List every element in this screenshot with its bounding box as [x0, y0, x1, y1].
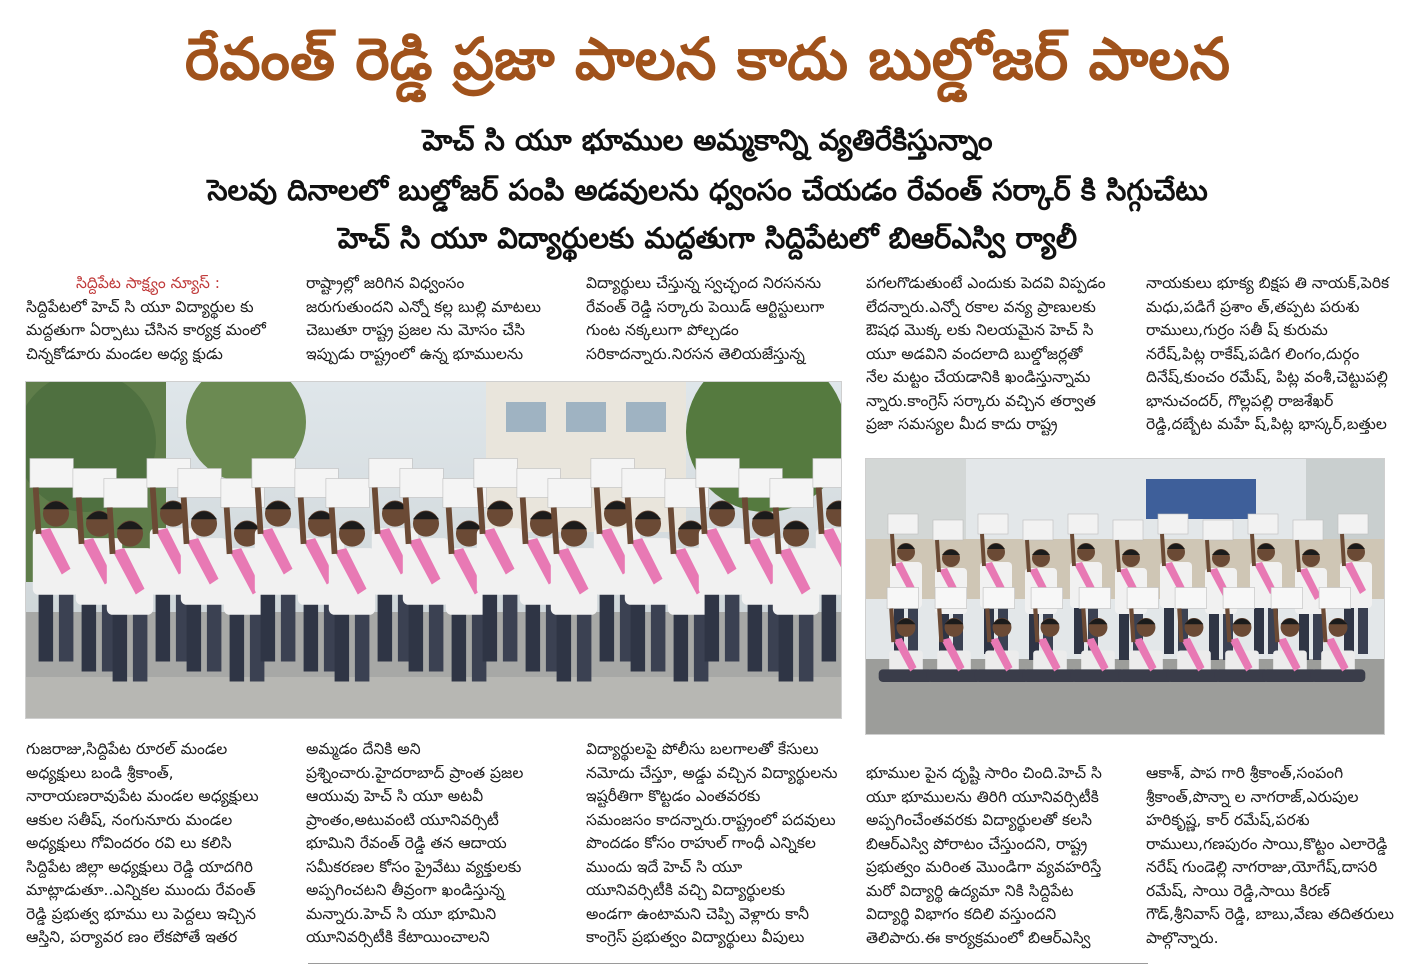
text-line: ప్రభుత్వం మరింత మొండిగా వ్యవహరిస్తే: [866, 858, 1102, 876]
column-bottom-5: [1146, 762, 1408, 952]
column-bottom-3: [586, 738, 851, 953]
text-line: అధ్యక్షులు గోవిందరం రవి లు కలిసి: [26, 834, 232, 852]
text-line: చిన్నకోడూరు మండల అధ్య క్షుడు: [26, 344, 223, 363]
text-line: యూనివర్సిటీకి కేటాయించాలని: [306, 928, 490, 946]
subhead-3: హెచ్ సి యూ విద్యార్థులకు మద్దతుగా సిద్దిపేటలో బిఆర్ఎస్వి ర్యాలీ: [337, 221, 1078, 255]
text-line: మాట్లాడుతూ..ఎన్నికల ముందు రేవంత్: [26, 881, 256, 899]
column-bottom-2: [306, 738, 571, 953]
text-line: విద్యార్థులు చేస్తున్న స్వచ్ఛంద నిరసనను: [586, 274, 822, 292]
text-line: గుజరాజు,సిద్దిపేట రూరల్ మండల: [26, 740, 228, 758]
text-line: అప్పగించటని తీవ్రంగా ఖండిస్తున్న: [306, 881, 505, 899]
text-line: రాములు,గుర్రం సతీ ష్ కురుమ: [1146, 321, 1328, 339]
text-line: యూ అడవిని వందలాది బుల్డోజర్లతో: [866, 344, 1083, 363]
text-line: సిద్దిపేట జిల్లా అధ్యక్షులు రెడ్డి యాదగిరి: [26, 857, 253, 876]
text-line: భూమిని రేవంత్ రెడ్డి తన ఆదాయ: [306, 834, 507, 852]
text-line: నరేష్,పిట్ల రాకేష్,పడిగ లింగం,దుర్గం: [1146, 344, 1360, 363]
text-line: ఔషధ మొక్క లకు నిలయమైన హెచ్ సి: [866, 321, 1094, 339]
text-line: భానుచందర్, గొల్లపల్లి రాజశేఖర్: [1146, 391, 1334, 410]
text-line: రాములు,గణపురం సాయి,కొట్టం ఎలారెడ్డి: [1146, 834, 1388, 853]
column-bottom-4: [866, 762, 1136, 952]
text-line: న్నారు.కాంగ్రెస్ సర్కారు వచ్చిన తర్వాత: [866, 391, 1096, 410]
text-line: అమ్మడం దేనికి అని: [306, 740, 421, 758]
column-top-1: [26, 272, 286, 372]
headline: రేవంత్ రెడ్డి ప్రజా పాలన కాదు బుల్డోజర్ పాలన: [184, 25, 1231, 93]
text-line: అండగా ఉంటామని చెప్పి వెళ్లారు కానీ: [586, 904, 809, 923]
text-line: మద్దతుగా ఏర్పాటు చేసిన కార్యక్ర మంలో: [26, 321, 266, 339]
subhead-2: సెలవు దినాలలో బుల్డోజర్ పంపి అడవులను ధ్వంసం చేయడం రేవంత్ సర్కార్ కి సిగ్గుచేటు: [207, 173, 1208, 207]
text-line: విద్యార్థి విభాగం కదిలి వస్తుందని: [866, 905, 1057, 923]
column-bottom-1: [26, 738, 291, 953]
text-line: రెడ్డి ప్రభుత్వ భూము లు పెద్దలు ఇచ్చిన: [26, 904, 256, 923]
text-line: గుంట నక్కలుగా పోల్చడం: [586, 321, 739, 339]
text-line: అధ్యక్షులు బండి శ్రీకాంత్,: [26, 763, 174, 782]
text-line: మధు,పడిగే ప్రశాం త్,తప్పట పరుశు: [1146, 297, 1360, 316]
text-line: ఇప్పుడు రాష్ట్రంలో ఉన్న భూములను: [306, 344, 524, 363]
column-top-2: [306, 272, 571, 372]
text-line: చెబుతూ రాష్ట్ర ప్రజల ను మోసం చేసి: [306, 321, 526, 339]
text-line: మరో విద్యార్థి ఉద్యమా నికి సిద్దిపేట: [866, 881, 1074, 900]
text-line: కాంగ్రెస్ ప్రభుత్వం విద్యార్థులు వీపులు: [586, 928, 805, 946]
text-line: ప్రాంతం,అటువంటి యూనివర్సిటీ: [306, 810, 499, 829]
text-line: ఆస్తిని, పర్యావర ణం లేకపోతే ఇతర: [26, 928, 238, 946]
text-line: విద్యార్థులపై పోలీసు బలగాలతో కేసులు: [586, 740, 819, 758]
text-line: పాల్గొన్నారు.: [1146, 928, 1219, 947]
text-line: జరుగుతుందని ఎన్నో కల్ల బుల్లి మాటలు: [306, 297, 542, 316]
text-line: భూముల పైన దృష్టి సారిం చింది.హెచ్ సి: [866, 764, 1102, 782]
text-line: పగలగొడుతుంటే ఎందుకు పెదవి విప్పడం: [866, 274, 1106, 292]
text-line: యూనివర్సిటీకి వచ్చి విద్యార్థులకు: [586, 881, 786, 899]
text-line: లేదన్నారు.ఎన్నో రకాల వన్య ప్రాణులకు: [866, 297, 1096, 316]
dateline: సిద్దిపేట సాక్ష్యం న్యూస్ :: [76, 274, 220, 292]
column-top-4: [866, 272, 1136, 442]
text-line: నేల మట్టం చేయడానికి ఖండిస్తున్నామ: [866, 368, 1091, 386]
text-line: హరికృష్ణ, కార్ రమేష్,పరశు: [1146, 811, 1310, 829]
text-line: ఆకాశ్, పాప గారి శ్రీకాంత్,సంపంగి: [1146, 764, 1344, 782]
text-line: తెలిపారు.ఈ కార్యక్రమంలో బిఆర్ఎస్వి: [866, 928, 1091, 947]
column-top-3: [586, 272, 851, 372]
subhead-1: హెచ్ సి యూ భూముల అమ్మకాన్ని వ్యతిరేకిస్తున్నాం: [422, 123, 993, 157]
text-line: నాయకులు భూక్య బిక్షప తి నాయక్,పెరిక: [1146, 274, 1390, 292]
text-line: దినేష్,కుంచం రమేష్, పిట్ల వంశీ,చెట్టుపల్లి: [1146, 368, 1388, 386]
text-line: రెడ్డి,దబ్బేట మహే ష్,పిట్ల భాస్కర్,బత్తుల: [1146, 415, 1387, 433]
text-line: సరికాదన్నారు.నిరసన తెలియజేస్తున్న: [586, 344, 805, 363]
text-line: ముందు ఇదే హెచ్ సి యూ: [586, 857, 743, 876]
text-line: ప్రజా సమస్యల మీద కాదు రాష్ట్ర: [866, 415, 1058, 433]
text-line: గౌడ్,శ్రీనివాస్ రెడ్డి, బాబు,వేణు తదితరులు: [1146, 905, 1394, 923]
text-line: నరేష్ గుండెల్లి నాగరాజు,యోగేష్,దాసరి: [1146, 858, 1378, 876]
text-line: నారాయణరావుపేట మండల అధ్యక్షులు: [26, 787, 259, 805]
text-line: అప్పగించేంతవరకు విద్యార్థులతో కలసి: [866, 811, 1093, 829]
text-line: రాష్ట్రాల్లో జరిగిన విధ్వంసం: [306, 274, 465, 292]
text-line: ఆయువు హెచ్ సి యూ అటవీ: [306, 787, 484, 805]
rally-photo: [25, 381, 842, 719]
text-line: ప్రశ్నించారు.హైదరాబాద్ ప్రాంత ప్రజల: [306, 763, 524, 782]
text-line: సిద్దిపేటలో హెచ్ సి యూ విద్యార్థుల కు: [26, 297, 254, 316]
text-line: యూ భూములను తిరిగి యూనివర్సిటీకి: [866, 787, 1099, 806]
text-line: బిఆర్ఎస్వి పోరాటం చేస్తుందని, రాష్ట్ర: [866, 834, 1088, 853]
text-line: మన్నారు.హెచ్ సి యూ భూమిని: [306, 904, 497, 923]
text-line: పొందడం కోసం రాహుల్ గాంధీ ఎన్నికల: [586, 834, 816, 852]
text-line: సమంజసం కాదన్నారు.రాష్ట్రంలో పదవులు: [586, 810, 836, 829]
text-line: నమోదు చేస్తూ, అడ్డు వచ్చిన విద్యార్థులను: [586, 763, 838, 782]
text-line: రమేష్, సాయి రెడ్డి,సాయి కిరణ్: [1146, 881, 1330, 900]
text-line: ఇష్టరీతిగా కొట్టడం ఎంతవరకు: [586, 787, 761, 805]
bottom-rule: [308, 963, 1148, 964]
sit-in-photo: [865, 458, 1385, 735]
text-line: శ్రీకాంత్,పొన్నా ల నాగరాజ్,ఎరుపుల: [1146, 787, 1359, 806]
text-line: సమీకరణల కోసం ప్రైవేటు వ్యక్తులకు: [306, 857, 522, 876]
text-line: ఆకుల సతీష్, నంగునూరు మండల: [26, 810, 233, 829]
column-top-5: [1146, 272, 1408, 442]
text-line: రేవంత్ రెడ్డి సర్కారు పెయిడ్ ఆర్టిస్టులుగా: [586, 297, 825, 316]
